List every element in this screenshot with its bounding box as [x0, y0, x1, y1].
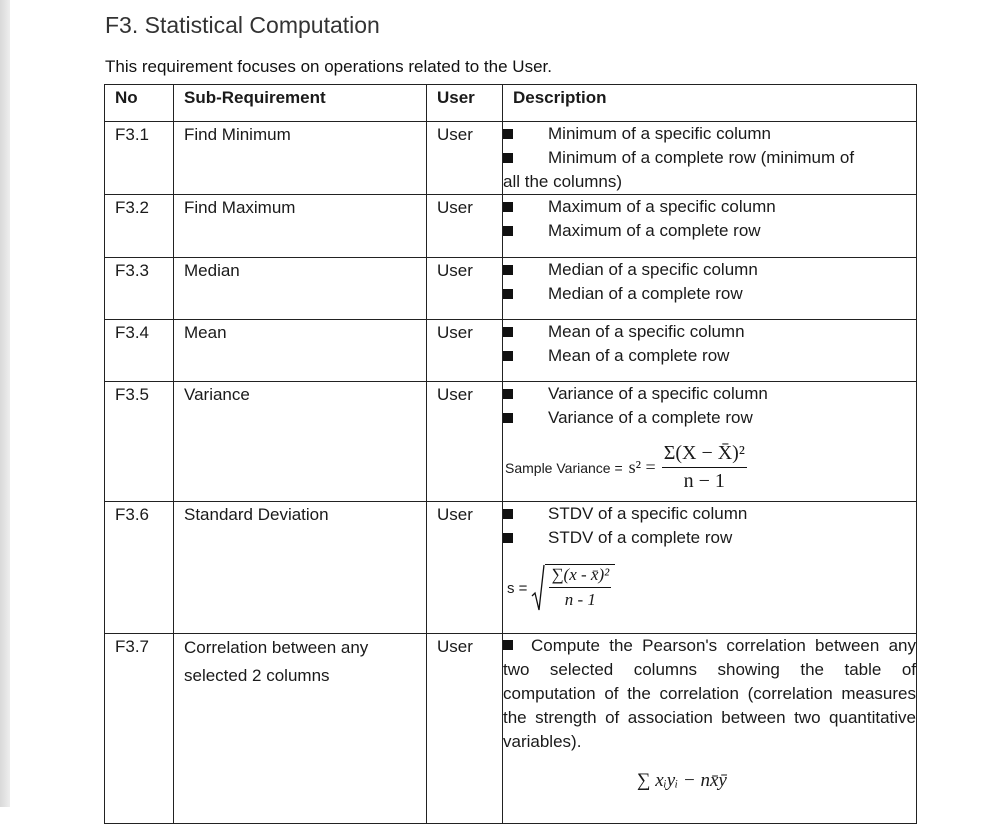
row-no: F3.4 [105, 320, 174, 382]
row-sub-requirement: Find Maximum [174, 195, 427, 258]
row-user: User [427, 320, 503, 382]
formula-numerator: Σ(X − X̄)² [663, 442, 745, 464]
formula-lhs: s = [507, 579, 528, 597]
bullet-item: Median of a specific column [503, 258, 916, 282]
formula-label: Sample Variance = [505, 459, 623, 476]
row-description [503, 258, 917, 320]
bullet-square-icon [503, 389, 513, 399]
row-no: F3.2 [105, 195, 174, 258]
bullet-continuation: all the columns) [503, 172, 623, 191]
bullet-square-icon [503, 351, 513, 361]
header-sub-requirement: Sub-Requirement [174, 85, 427, 122]
formula-fraction [545, 564, 615, 612]
row-description [503, 634, 917, 824]
bullet-square-icon [503, 413, 513, 423]
table-row [105, 195, 917, 258]
row-sub-requirement: Median [174, 258, 427, 320]
bullet-square-icon [503, 289, 513, 299]
table-row [105, 320, 917, 382]
bullet-square-icon [503, 533, 513, 543]
row-sub-requirement: Correlation between any selected 2 columns [174, 634, 427, 824]
bullet-item: Minimum of a specific column [503, 122, 916, 146]
row-user: User [427, 382, 503, 502]
bullet-square-icon [503, 265, 513, 275]
table-header-row [105, 85, 917, 122]
row-sub-requirement: Find Minimum [174, 122, 427, 195]
formula-numerator: ∑(x - x̄)² [551, 565, 610, 584]
row-no: F3.5 [105, 382, 174, 502]
bullet-item: Variance of a complete row [503, 406, 916, 430]
formula-denominator: n - 1 [549, 587, 611, 610]
bullet-item: STDV of a specific column [503, 502, 916, 526]
header-description: Description [503, 85, 917, 122]
section-intro: This requirement focuses on operations related to the User. [105, 57, 552, 76]
radical-sign-icon [531, 564, 545, 612]
bullet-item: Mean of a complete row [503, 344, 916, 368]
header-no: No [105, 85, 174, 122]
bullet-square-icon [503, 640, 513, 650]
bullet-square-icon [503, 226, 513, 236]
row-user: User [427, 502, 503, 634]
bullet-item: Maximum of a specific column [503, 195, 916, 219]
row-no: F3.3 [105, 258, 174, 320]
row-description [503, 502, 917, 634]
row-no: F3.7 [105, 634, 174, 824]
bullet-square-icon [503, 202, 513, 212]
formula-lhs: s² = [628, 457, 656, 477]
table-row [105, 634, 917, 824]
bullet-square-icon [503, 153, 513, 163]
table-row [105, 382, 917, 502]
row-description [503, 195, 917, 258]
header-user: User [427, 85, 503, 122]
requirements-table [104, 84, 917, 824]
row-user: User [427, 195, 503, 258]
section-heading: F3. Statistical Computation [105, 12, 380, 38]
bullet-item: Minimum of a complete row (minimum of [503, 146, 916, 170]
correlation-text: Compute the Pearson's correlation between any two selected columns showing the table of computation of the correlation (correlation measures the strength of association between two quantitative variables). [503, 636, 916, 751]
bullet-item: Mean of a specific column [503, 320, 916, 344]
bullet-item: Maximum of a complete row [503, 219, 916, 243]
row-description [503, 320, 917, 382]
variance-formula [505, 442, 916, 493]
row-description [503, 122, 917, 195]
row-no: F3.6 [105, 502, 174, 634]
bullet-item: Variance of a specific column [503, 382, 916, 406]
stdev-formula [507, 564, 916, 612]
formula-fraction [662, 442, 747, 493]
bullet-item: Median of a complete row [503, 282, 916, 306]
table-row [105, 502, 917, 634]
bullet-item: STDV of a complete row [503, 526, 916, 550]
row-user: User [427, 258, 503, 320]
correlation-formula: ∑ xᵢyᵢ − nx̄ȳ [637, 770, 727, 791]
row-sub-requirement: Standard Deviation [174, 502, 427, 634]
row-user: User [427, 634, 503, 824]
row-user: User [427, 122, 503, 195]
bullet-square-icon [503, 327, 513, 337]
table-row [105, 258, 917, 320]
bullet-square-icon [503, 129, 513, 139]
bullet-square-icon [503, 509, 513, 519]
sqrt-icon [531, 564, 615, 612]
row-no: F3.1 [105, 122, 174, 195]
row-sub-requirement: Variance [174, 382, 427, 502]
page-left-gutter [0, 0, 10, 807]
row-description [503, 382, 917, 502]
formula-denominator: n − 1 [662, 467, 747, 493]
row-sub-requirement: Mean [174, 320, 427, 382]
table-row [105, 122, 917, 195]
